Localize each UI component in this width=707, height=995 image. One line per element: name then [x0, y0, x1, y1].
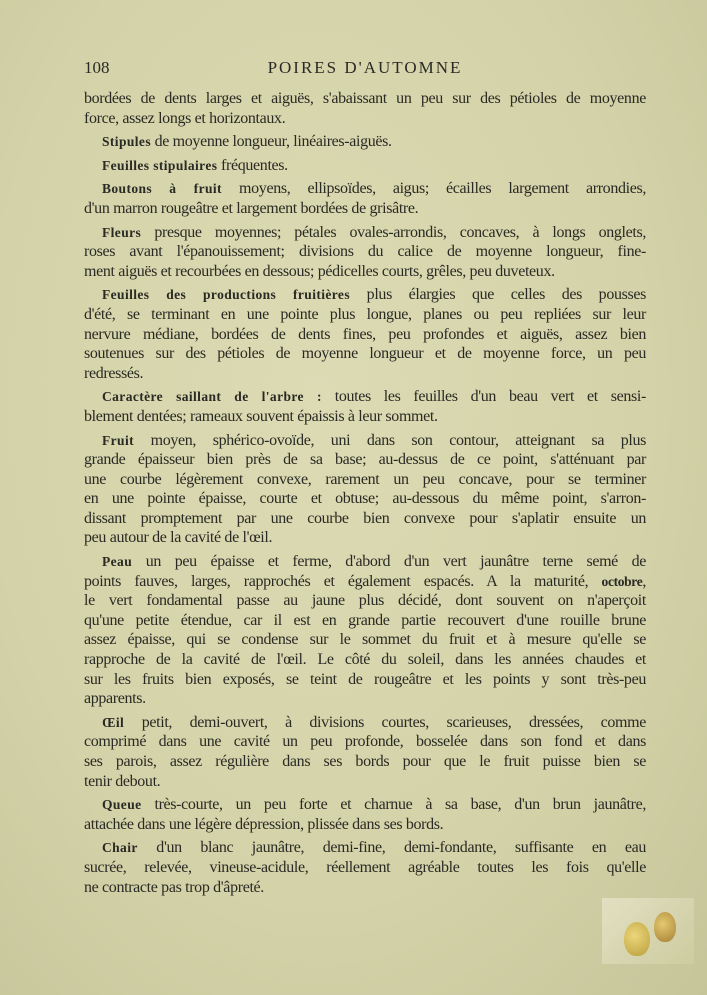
paragraph — [84, 387, 646, 426]
text-segment: plus élargies que celles des pousses — [349, 286, 646, 304]
text-segment: soutenues sur des pétioles de moyenne longueur et de moyenne force, un peu — [84, 345, 646, 363]
text-line — [84, 732, 646, 752]
text-line — [84, 772, 646, 792]
paragraph-lead-term: Feuilles stipulaires — [102, 157, 218, 173]
paragraph-lead-term: Queue — [102, 797, 142, 813]
text-segment: grande épaisseur bien près de sa base; au-dessus de ce point, s'atténuant par — [84, 451, 646, 469]
paragraph — [84, 179, 646, 218]
paragraph-lead-term: Boutons à fruit — [102, 181, 222, 197]
text-segment: apparents. — [84, 690, 146, 708]
text-line — [84, 591, 646, 611]
text-segment: une courbe légèrement convexe, rarement un peu concave, pour se terminer — [84, 470, 646, 488]
text-segment: sucrée, relevée, vineuse-acidule, réellement agréable toutes les fois qu'elle — [84, 858, 646, 876]
text-segment: dissant promptement par une courbe bien convexe pour s'aplatir ensuite un — [84, 509, 646, 527]
text-line — [84, 89, 646, 109]
paragraph — [84, 552, 646, 709]
text-line — [84, 552, 646, 572]
text-segment: presque moyennes; pétales ovales-arrondis, concaves, à longs onglets, — [141, 223, 646, 241]
text-line — [84, 878, 646, 898]
paragraph-lead-term: Caractère saillant de l'arbre : — [102, 389, 322, 405]
paragraph — [84, 431, 646, 549]
text-segment: moyens, ellipsoïdes, aigus; écailles largement arrondies, — [221, 180, 647, 198]
page-number: 108 — [84, 58, 110, 77]
paragraph-lead-term: Chair — [102, 840, 138, 856]
text-line — [84, 285, 646, 305]
page-body — [84, 89, 646, 901]
text-segment: qu'une petite étendue, car il est en grande partie recouvert d'une rouille brune — [84, 611, 646, 629]
text-segment: de moyenne longueur, linéaires-aiguës. — [150, 133, 392, 151]
text-line — [84, 387, 646, 407]
paragraph-lead-term: Fleurs — [102, 224, 142, 240]
paragraph-lead-term: Stipules — [102, 134, 151, 150]
text-segment: , — [642, 572, 646, 590]
text-segment: tenir debout. — [84, 772, 161, 790]
text-line — [84, 242, 646, 262]
paragraph — [84, 132, 646, 152]
paragraph — [84, 795, 646, 834]
text-line — [84, 795, 646, 815]
text-line — [84, 611, 646, 631]
text-segment: d'un marron rougeâtre et largement bordées de grisâtre. — [84, 199, 419, 217]
text-line — [84, 431, 646, 451]
text-line — [84, 572, 646, 592]
paragraph — [84, 223, 646, 282]
text-segment: rapproche de la cavité de l'œil. Le côté du soleil, dans les années chaudes et — [84, 651, 646, 669]
emphasized-word: octobre — [601, 573, 643, 589]
text-line — [84, 156, 646, 176]
text-line — [84, 838, 646, 858]
text-segment: toutes les feuilles d'un beau vert et sensi- — [321, 388, 646, 406]
text-line — [84, 305, 646, 325]
paragraph-lead-term: Fruit — [102, 432, 134, 448]
text-segment: ne contracte pas trop d'âpreté. — [84, 878, 264, 896]
pear-illustration-fragment — [602, 898, 694, 964]
text-line — [84, 713, 646, 733]
text-segment: très-courte, un peu forte et charnue à sa base, d'un brun jaunâtre, — [141, 796, 646, 814]
paragraph — [84, 89, 646, 128]
text-line — [84, 199, 646, 219]
text-segment: bordées de dents larges et aiguës, s'abaissant un peu sur des pétioles de moyenne — [84, 90, 646, 107]
text-segment: roses avant l'épanouissement; divisions du calice de moyenne longueur, fine- — [84, 243, 646, 261]
text-line — [84, 815, 646, 835]
paragraph — [84, 156, 646, 176]
text-line — [84, 407, 646, 427]
text-segment: redressés. — [84, 364, 144, 382]
paragraph — [84, 713, 646, 791]
paragraph-lead-term: Feuilles des productions fruitières — [102, 287, 350, 303]
text-line — [84, 364, 646, 384]
text-line — [84, 344, 646, 364]
text-line — [84, 689, 646, 709]
paragraph — [84, 285, 646, 383]
paragraph-lead-term: Œil — [102, 714, 125, 730]
text-line — [84, 670, 646, 690]
text-line — [84, 325, 646, 345]
text-segment: peu autour de la cavité de l'œil. — [84, 529, 273, 547]
text-line — [84, 132, 646, 152]
text-line — [84, 630, 646, 650]
text-line — [84, 223, 646, 243]
text-segment: petit, demi-ouvert, à divisions courtes, scarieuses, dressées, comme — [124, 713, 646, 731]
text-segment: moyen, sphérico-ovoïde, uni dans son contour, atteignant sa plus — [134, 431, 646, 449]
text-line — [84, 752, 646, 772]
text-line — [84, 109, 646, 129]
text-line — [84, 470, 646, 490]
text-segment: fréquentes. — [217, 156, 288, 174]
text-segment: nervure médiane, bordées de dents fines, peu profondes et aiguës, assez bien — [84, 325, 646, 343]
text-line — [84, 528, 646, 548]
text-segment: force, assez longs et horizontaux. — [84, 109, 286, 127]
text-segment: blement dentées; rameaux souvent épaissis à leur sommet. — [84, 407, 438, 425]
text-segment: en une pointe épaisse, courte et obtuse; au-dessous du même point, s'arron- — [84, 490, 646, 508]
text-segment: un peu épaisse et ferme, d'abord d'un vert jaunâtre terne semé de — [132, 553, 646, 571]
paragraph-lead-term: Peau — [102, 554, 133, 570]
text-line — [84, 450, 646, 470]
text-segment: points fauves, larges, rapprochés et également espacés. A la maturité, — [84, 572, 602, 590]
text-segment: d'été, se terminant en une pointe plus longue, planes ou peu repliées sur leur — [84, 305, 646, 323]
text-segment: d'un blanc jaunâtre, demi-fine, demi-fondante, suffisante en eau — [137, 839, 646, 857]
text-segment: assez épaisse, qui se condense sur le sommet du fruit et à mesure qu'elle se — [84, 631, 646, 649]
text-line — [84, 489, 646, 509]
paragraph — [84, 838, 646, 897]
text-line — [84, 650, 646, 670]
running-title: POIRES D'AUTOMNE — [267, 58, 463, 77]
text-segment: le vert fondamental passe au jaune plus décidé, dont souvent on n'aperçoit — [84, 592, 646, 610]
page-header — [84, 58, 646, 82]
text-line — [84, 179, 646, 199]
text-line — [84, 858, 646, 878]
text-segment: ment aiguës et recourbées en dessous; pédicelles courts, grêles, peu duveteux. — [84, 262, 555, 280]
text-line — [84, 509, 646, 529]
text-segment: ses parois, assez régulière dans ses bords pour que le fruit puisse bien se — [84, 753, 646, 770]
text-segment: sur les fruits bien exposés, se teint de rougeâtre et les points y sont très-peu — [84, 670, 646, 688]
text-segment: attachée dans une légère dépression, plissée dans ses bords. — [84, 815, 444, 833]
text-line — [84, 262, 646, 282]
text-segment: comprimé dans une cavité un peu profonde, bosselée dans son fond et dans — [84, 733, 646, 751]
